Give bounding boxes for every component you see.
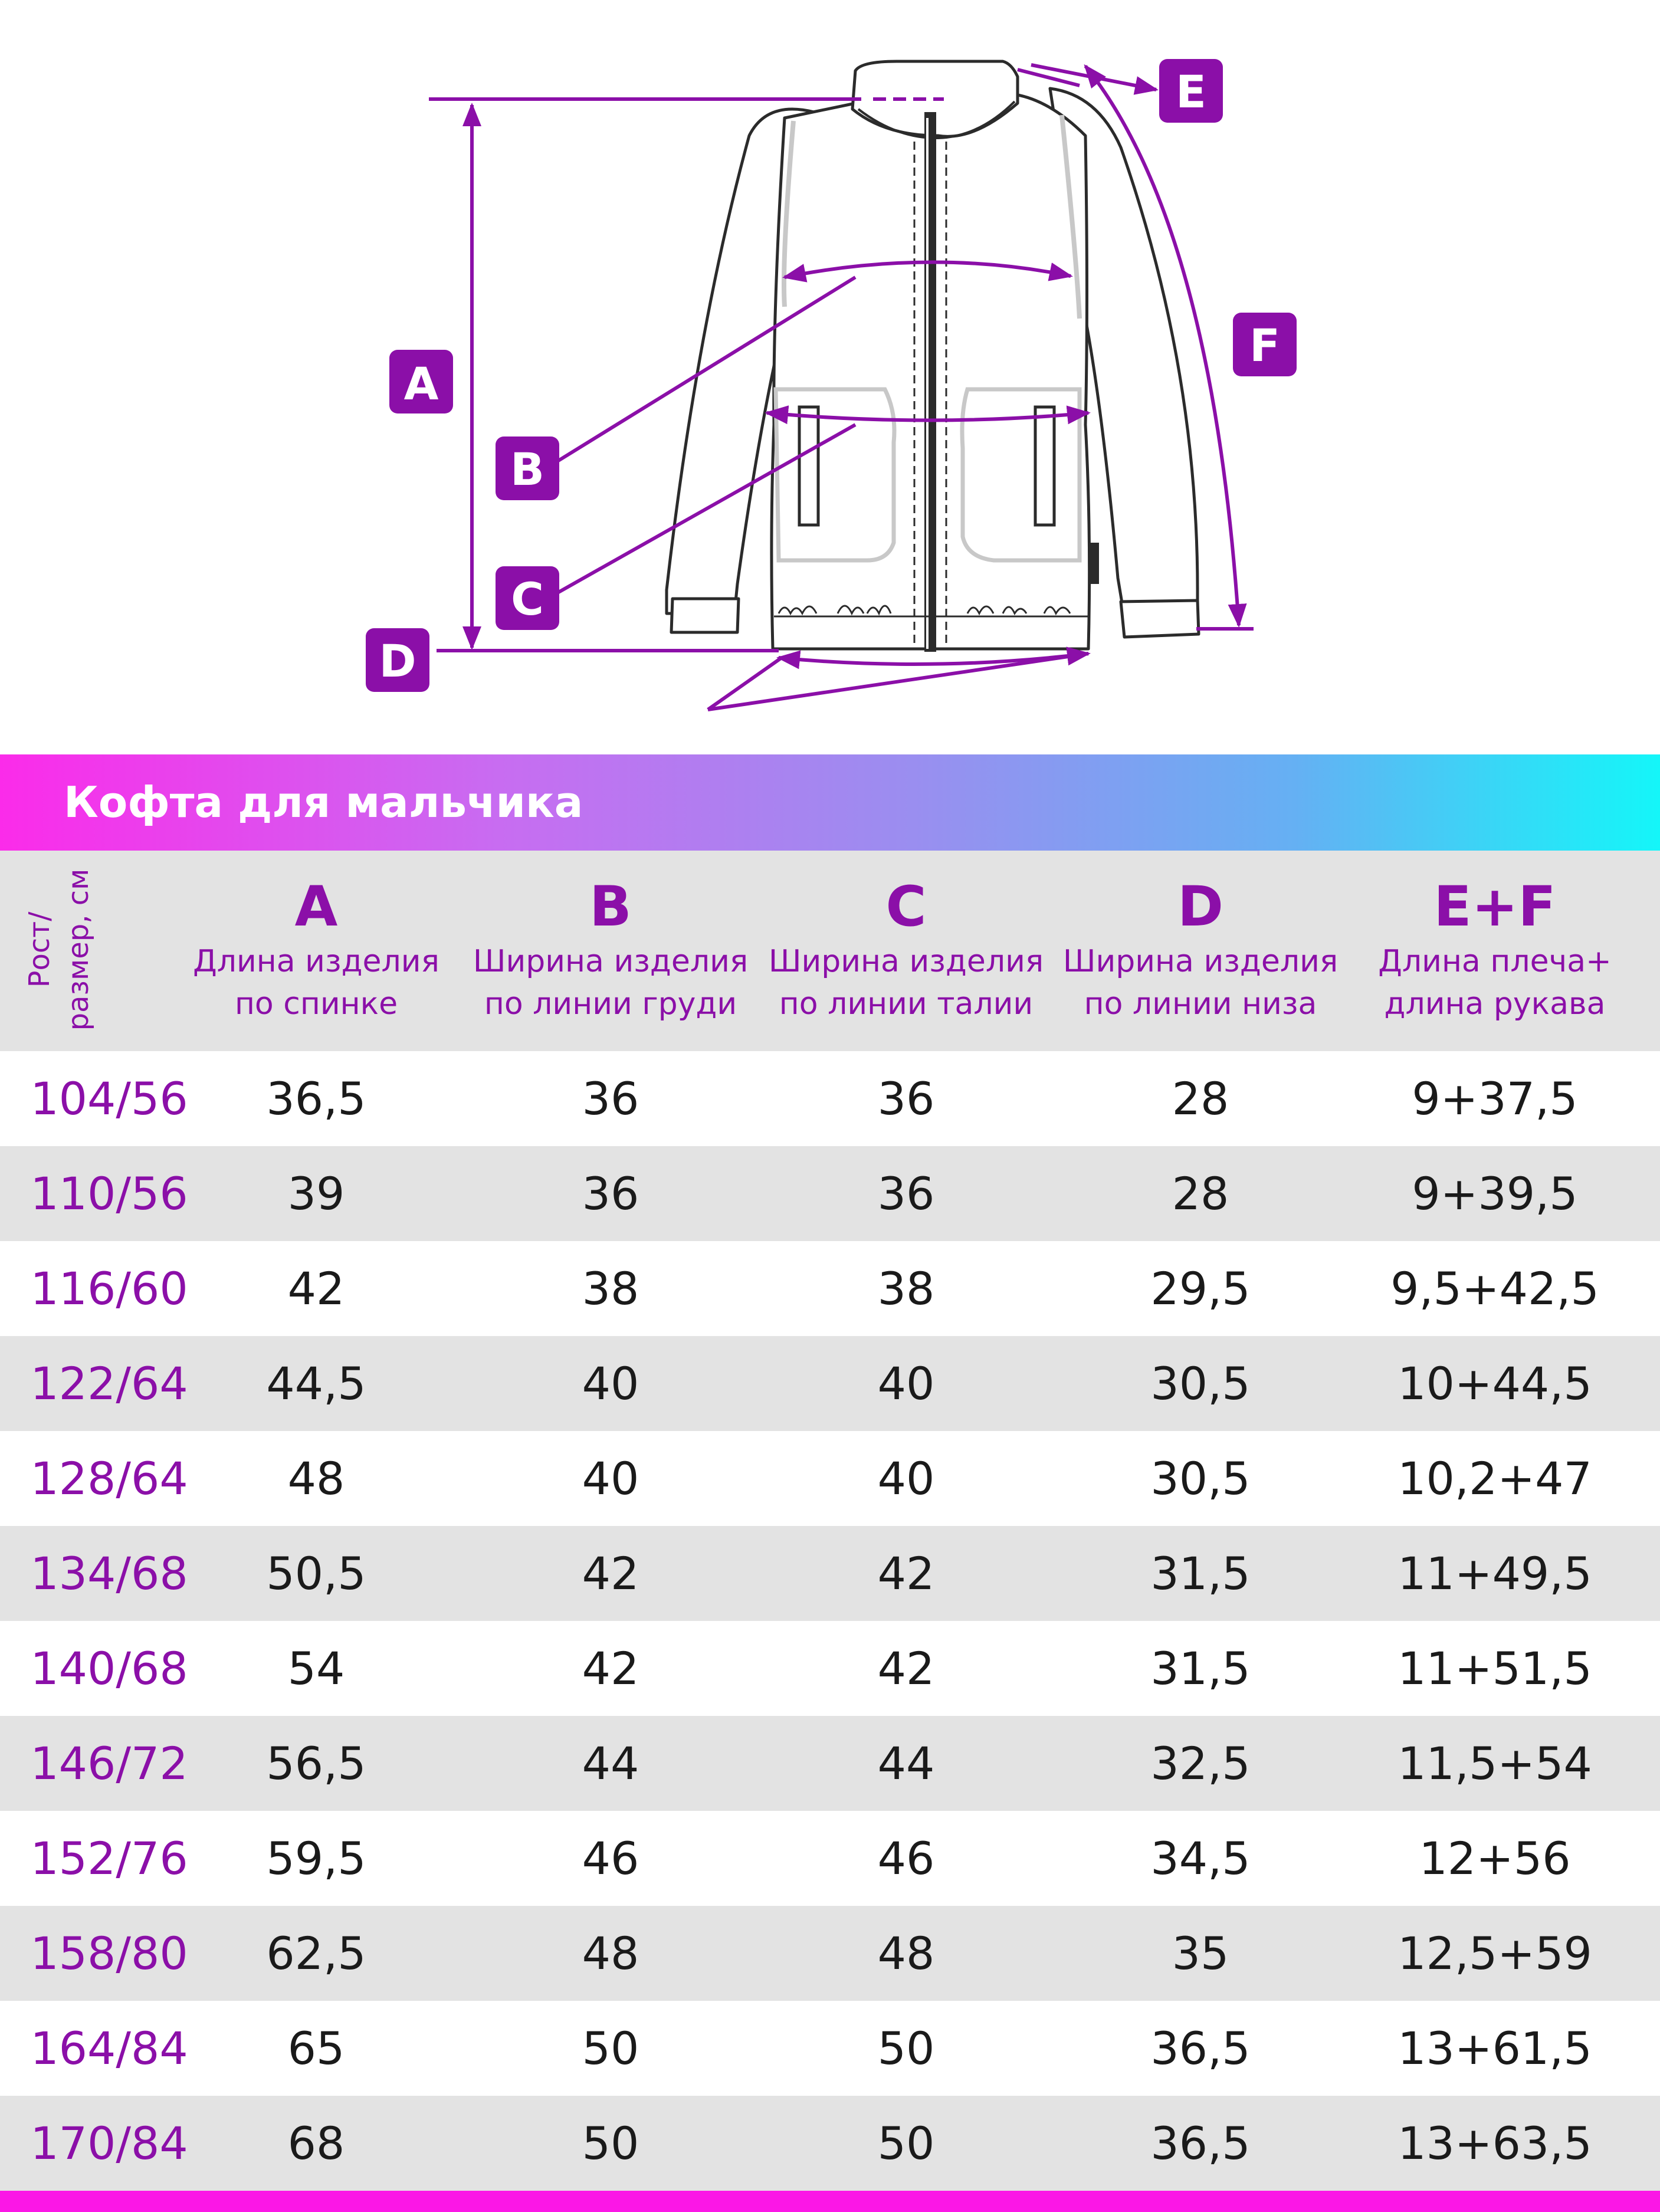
- svg-text:D: D: [379, 635, 416, 687]
- chest-b-cell: 38: [582, 1262, 639, 1315]
- size-cell: 116/60: [30, 1262, 188, 1315]
- length-a-cell: 44,5: [266, 1357, 366, 1410]
- hem-d-cell: 30,5: [1150, 1357, 1251, 1410]
- title-banner: [0, 754, 1660, 851]
- size-cell: 134/68: [30, 1547, 188, 1600]
- size-cell: 146/72: [30, 1737, 188, 1790]
- table-row: [0, 1431, 1660, 1526]
- length-a-cell: 65: [287, 2022, 345, 2075]
- waist-c-cell: 36: [877, 1167, 935, 1220]
- length-a-cell: 62,5: [266, 1927, 366, 1980]
- chest-b-cell: 42: [582, 1642, 639, 1695]
- hem-d-cell: 30,5: [1150, 1452, 1251, 1505]
- marker-a: [389, 350, 453, 413]
- column-header-d: D Ширина изделия по линии низа: [1062, 875, 1339, 1022]
- sleeve-ef-cell: 11+51,5: [1397, 1642, 1592, 1695]
- length-a-cell: 36,5: [266, 1072, 366, 1125]
- length-a-cell: 54: [287, 1642, 345, 1695]
- table-row: [0, 1811, 1660, 1906]
- bottom-accent-bar: [0, 2191, 1660, 2212]
- table-row: [0, 1621, 1660, 1716]
- table-row: [0, 1906, 1660, 2001]
- size-cell: 158/80: [30, 1927, 188, 1980]
- waist-c-cell: 40: [877, 1452, 935, 1505]
- svg-text:A: A: [403, 357, 439, 410]
- sleeve-ef-cell: 13+63,5: [1397, 2117, 1592, 2170]
- hem-d-cell: 29,5: [1150, 1262, 1251, 1315]
- table-row: [0, 2096, 1660, 2191]
- chest-b-cell: 50: [582, 2117, 639, 2170]
- page-title: Кофта для мальчика: [64, 777, 583, 827]
- chest-b-cell: 42: [582, 1547, 639, 1600]
- svg-text:F: F: [1249, 319, 1280, 372]
- chest-b-cell: 36: [582, 1072, 639, 1125]
- sleeve-ef-cell: 9+37,5: [1412, 1072, 1578, 1125]
- size-cell: 128/64: [30, 1452, 188, 1505]
- hem-d-cell: 36,5: [1150, 2022, 1251, 2075]
- length-a-cell: 59,5: [266, 1832, 366, 1885]
- table-row: [0, 1716, 1660, 1811]
- sleeve-ef-cell: 13+61,5: [1397, 2022, 1592, 2075]
- table-row: [0, 1336, 1660, 1431]
- size-cell: 104/56: [30, 1072, 188, 1125]
- marker-c: [496, 566, 559, 630]
- waist-c-cell: 40: [877, 1357, 935, 1410]
- marker-e: [1159, 59, 1223, 123]
- chest-b-cell: 46: [582, 1832, 639, 1885]
- size-cell: 170/84: [30, 2117, 188, 2170]
- sleeve-ef-cell: 10,2+47: [1397, 1452, 1592, 1505]
- marker-d: [366, 628, 429, 692]
- size-table-body: [0, 1051, 1660, 2191]
- column-header-c: C Ширина изделия по линии талии: [768, 875, 1044, 1022]
- hem-d-cell: 28: [1172, 1072, 1229, 1125]
- waist-c-cell: 42: [877, 1547, 935, 1600]
- waist-c-cell: 38: [877, 1262, 935, 1315]
- chest-b-cell: 36: [582, 1167, 639, 1220]
- waist-c-cell: 36: [877, 1072, 935, 1125]
- length-a-cell: 50,5: [266, 1547, 366, 1600]
- size-cell: 164/84: [30, 2022, 188, 2075]
- size-column-label: Рост/ размер, см: [23, 868, 95, 1031]
- sleeve-ef-cell: 12,5+59: [1397, 1927, 1592, 1980]
- sleeve-ef-cell: 11+49,5: [1397, 1547, 1592, 1600]
- hem-d-cell: 34,5: [1150, 1832, 1251, 1885]
- length-a-cell: 48: [287, 1452, 345, 1505]
- marker-b: [496, 437, 559, 500]
- hem-d-cell: 32,5: [1150, 1737, 1251, 1790]
- waist-c-cell: 46: [877, 1832, 935, 1885]
- jacket-measurement-diagram: [0, 0, 1660, 749]
- waist-c-cell: 50: [877, 2117, 935, 2170]
- waist-c-cell: 48: [877, 1927, 935, 1980]
- chest-b-cell: 48: [582, 1927, 639, 1980]
- waist-c-cell: 50: [877, 2022, 935, 2075]
- table-row: [0, 1526, 1660, 1621]
- table-row: [0, 2001, 1660, 2096]
- table-row: [0, 1146, 1660, 1241]
- table-row: [0, 1241, 1660, 1336]
- length-a-cell: 68: [287, 2117, 345, 2170]
- sleeve-ef-cell: 12+56: [1419, 1832, 1571, 1885]
- chest-b-cell: 44: [582, 1737, 639, 1790]
- hem-d-cell: 31,5: [1150, 1547, 1251, 1600]
- size-cell: 110/56: [30, 1167, 188, 1220]
- table-row: [0, 1051, 1660, 1146]
- chest-b-cell: 40: [582, 1452, 639, 1505]
- waist-c-cell: 42: [877, 1642, 935, 1695]
- length-a-cell: 56,5: [266, 1737, 366, 1790]
- hem-d-cell: 36,5: [1150, 2117, 1251, 2170]
- sleeve-ef-cell: 10+44,5: [1397, 1357, 1592, 1410]
- marker-f: [1233, 313, 1297, 376]
- waist-c-cell: 44: [877, 1737, 935, 1790]
- hem-d-cell: 31,5: [1150, 1642, 1251, 1695]
- size-cell: 152/76: [30, 1832, 188, 1885]
- length-a-cell: 39: [287, 1167, 345, 1220]
- sleeve-ef-cell: 11,5+54: [1397, 1737, 1592, 1790]
- svg-text:C: C: [511, 573, 544, 625]
- chest-b-cell: 40: [582, 1357, 639, 1410]
- sleeve-ef-cell: 9,5+42,5: [1390, 1262, 1599, 1315]
- svg-text:E: E: [1176, 65, 1206, 118]
- chest-b-cell: 50: [582, 2022, 639, 2075]
- size-cell: 122/64: [30, 1357, 188, 1410]
- sleeve-ef-cell: 9+39,5: [1412, 1167, 1578, 1220]
- hem-d-cell: 35: [1172, 1927, 1229, 1980]
- length-a-cell: 42: [287, 1262, 345, 1315]
- svg-text:B: B: [510, 443, 544, 495]
- column-header-b: B Ширина изделия по линии груди: [473, 875, 749, 1022]
- hem-d-cell: 28: [1172, 1167, 1229, 1220]
- size-cell: 140/68: [30, 1642, 188, 1695]
- column-header-ef: E+F Длина плеча+ длина рукава: [1378, 875, 1612, 1022]
- column-header-a: A Длина изделия по спинке: [193, 875, 439, 1022]
